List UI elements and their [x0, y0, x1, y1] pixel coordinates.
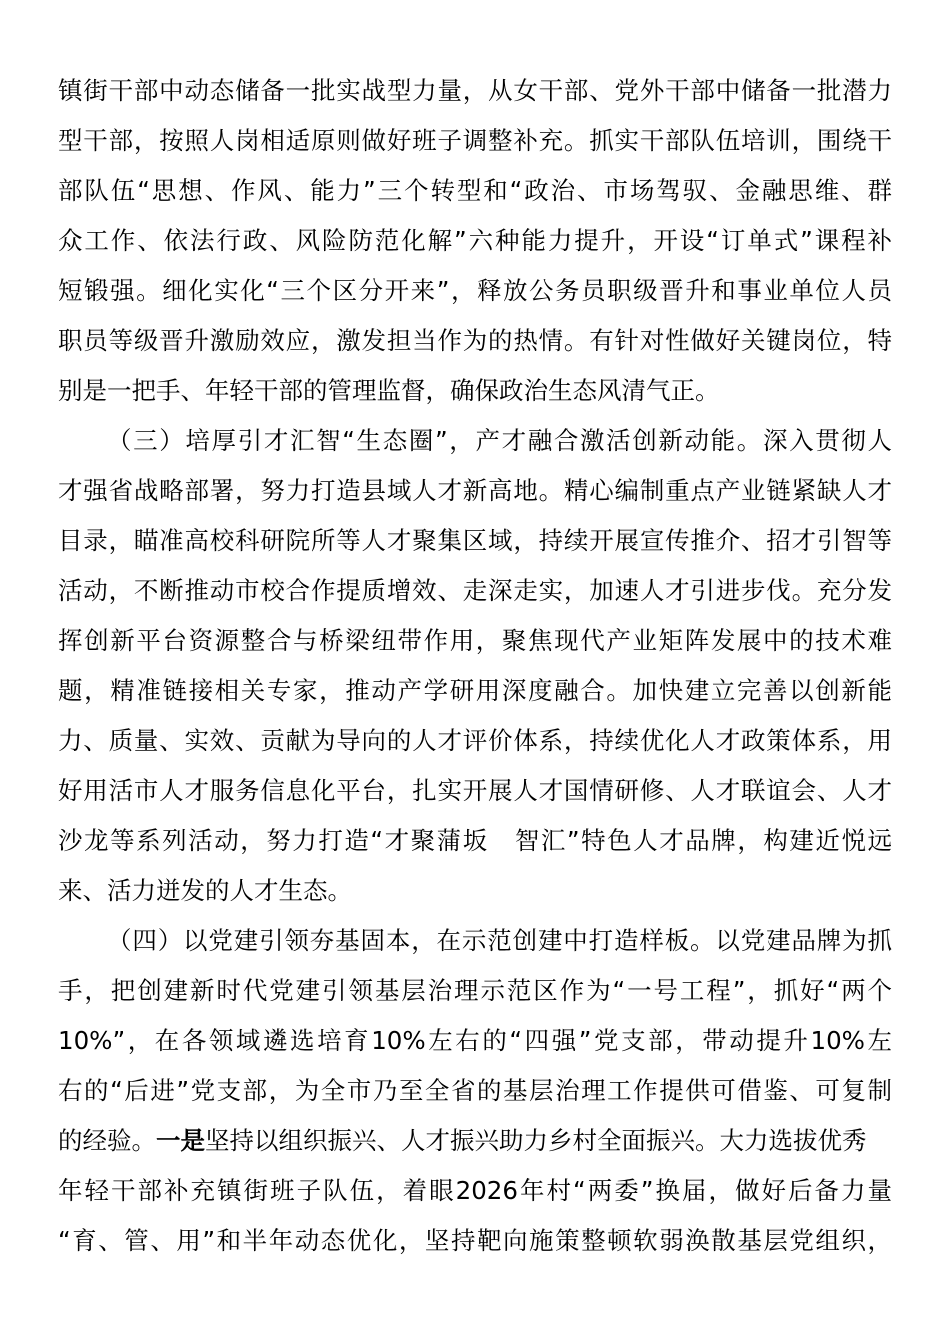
text-line: 目录，瞄准高校科研院所等人才聚集区域，持续开展宣传推介、招才引智等 [58, 526, 892, 555]
text-line: 沙龙等系列活动，努力打造“才聚蒲坂 智汇”特色人才品牌，构建近悦远 [58, 826, 892, 855]
section-heading-line: （三）培厚引才汇智“生态圈”，产才融合激活创新动能。深入贯彻人 [107, 426, 892, 455]
text-segment: 的经验。 [58, 1126, 156, 1155]
section-heading-line: （四）以党建引领夯基固本，在示范创建中打造样板。以党建品牌为抓 [107, 926, 892, 955]
text-line: 才强省战略部署，努力打造县域人才新高地。精心编制重点产业链紧缺人才 [58, 476, 892, 505]
text-line: 众工作、依法行政、风险防范化解”六种能力提升，开设“订单式”课程补 [58, 226, 892, 255]
text-line: 挥创新平台资源整合与桥梁纽带作用，聚焦现代产业矩阵发展中的技术难 [58, 626, 892, 655]
text-line: 好用活市人才服务信息化平台，扎实开展人才国情研修、人才联谊会、人才 [58, 776, 892, 805]
text-line: 镇街干部中动态储备一批实战型力量，从女干部、党外干部中储备一批潜力 [58, 76, 892, 105]
text-line: “育、管、用”和半年动态优化，坚持靶向施策整顿软弱涣散基层党组织， [58, 1226, 892, 1255]
text-line: 来、活力迸发的人才生态。 [58, 876, 352, 905]
bold-lead-phrase: 一是 [156, 1126, 205, 1155]
text-line: 右的“后进”党支部，为全市乃至全省的基层治理工作提供可借鉴、可复制 [58, 1076, 892, 1105]
text-line: 活动，不断推动市校合作提质增效、走深走实，加速人才引进步伐。充分发 [58, 576, 892, 605]
text-line: 短锻强。细化实化“三个区分开来”，释放公务员职级晋升和事业单位人员 [58, 276, 892, 305]
text-line: 年轻干部补充镇街班子队伍，着眼2026年村“两委”换届，做好后备力量 [58, 1176, 892, 1205]
text-line [58, 1116, 892, 1166]
text-line: 别是一把手、年轻干部的管理监督，确保政治生态风清气正。 [58, 376, 720, 405]
text-line: 部队伍“思想、作风、能力”三个转型和“政治、市场驾驭、金融思维、群 [58, 176, 892, 205]
text-line: 题，精准链接相关专家，推动产学研用深度融合。加快建立完善以创新能 [58, 676, 892, 705]
text-line: 10%”，在各领域遴选培育10%左右的“四强”党支部，带动提升10%左 [58, 1026, 892, 1055]
text-line: 型干部，按照人岗相适原则做好班子调整补充。抓实干部队伍培训，围绕干 [58, 126, 892, 155]
text-line: 手，把创建新时代党建引领基层治理示范区作为“一号工程”，抓好“两个 [58, 976, 892, 1005]
text-line: 力、质量、实效、贡献为导向的人才评价体系，持续优化人才政策体系，用 [58, 726, 892, 755]
text-segment: 坚持以组织振兴、人才振兴助力乡村全面振兴。大力选拔优秀 [205, 1126, 867, 1155]
text-line: 职员等级晋升激励效应，激发担当作为的热情。有针对性做好关键岗位，特 [58, 326, 892, 355]
document-page [58, 66, 892, 1266]
